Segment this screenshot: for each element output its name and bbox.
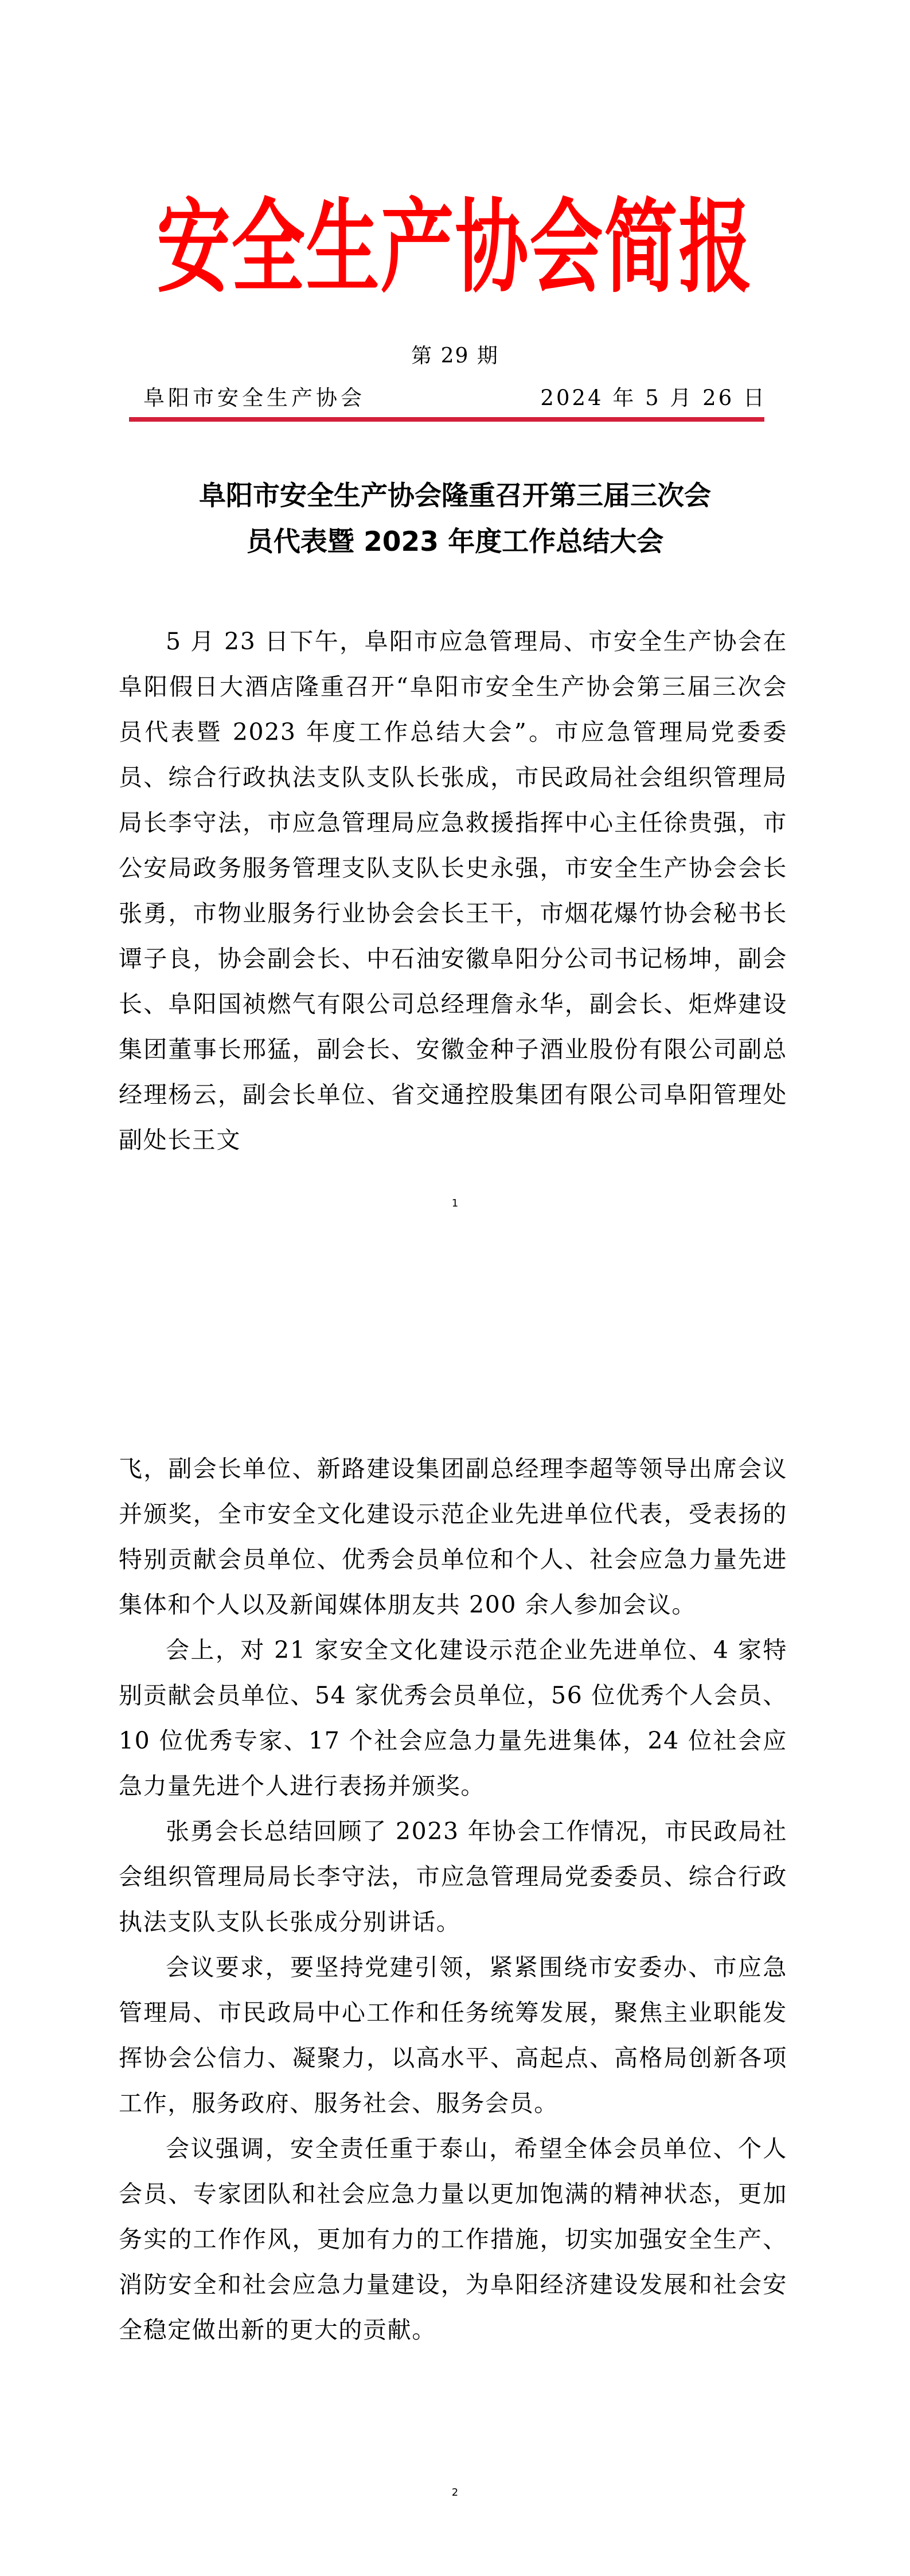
masthead-info-row bbox=[143, 383, 767, 413]
paragraph-awards: 会上，对 21 家安全文化建设示范企业先进单位、4 家特别贡献会员单位、54 家优秀会员单位，56 位优秀个人会员、10 位优秀专家、17 个社会应急力量先进集体，24 位社会应急力量先进个人进行表扬并颁奖。 bbox=[119, 1636, 787, 1800]
masthead-divider bbox=[129, 417, 764, 422]
paragraph-emphasis: 会议强调，安全责任重于泰山，希望全体会员单位、个人会员、专家团队和社会应急力量以更加饱满的精神状态，更加务实的工作作风，更加有力的工作措施，切实加强安全生产、消防安全和社会应急力量建设，为阜阳经济建设发展和社会安全稳定做出新的更大的贡献。 bbox=[119, 2135, 787, 2344]
page-number-2: 2 bbox=[451, 2486, 459, 2499]
paragraph-attendees-part-2: 飞，副会长单位、新路建设集团副总经理李超等领导出席会议并颁奖，全市安全文化建设示范企业先进单位代表，受表扬的特别贡献会员单位、优秀会员单位和个人、社会应急力量先进集体和个人以及新闻媒体朋友共 200 余人参加会议。 bbox=[119, 1455, 787, 1618]
paragraph-attendees-part-1: 5 月 23 日下午，阜阳市应急管理局、市安全生产协会在阜阳假日大酒店隆重召开“阜阳市安全生产协会第三届三次会员代表暨 2023 年度工作总结大会”。市应急管理局党委委员、综合行政执法支队支队长张成，市民政局社会组织管理局局长李守法，市应急管理局应急救援指挥中心主任徐贵强，市公安局政务服务管理支队支队长史永强，市安全生产协会会长张勇，市物业服务行业协会会长王干，市烟花爆竹协会秘书长谭子良，协会副会长、中石油安徽阜阳分公司书记杨坤，副会长、阜阳国祯燃气有限公司总经理詹永华，副会长、炬烨建设集团董事长邢猛，副会长、安徽金种子酒业股份有限公司副总经理杨云，副会长单位、省交通控股集团有限公司阜阳管理处副处长王文 bbox=[119, 628, 787, 1154]
headline-line-2: 员代表暨 2023 年度工作总结大会 bbox=[246, 526, 664, 558]
paragraph-requirements: 会议要求，要坚持党建引领，紧紧围绕市安委办、市应急管理局、市民政局中心工作和任务统筹发展，聚焦主业职能发挥协会公信力、凝聚力，以高水平、高起点、高格局创新各项工作，服务政府、服务社会、服务会员。 bbox=[119, 1954, 787, 2117]
article-body-page-1 bbox=[119, 619, 787, 1163]
issue-date: 2024 年 5 月 26 日 bbox=[540, 386, 767, 410]
article-body-page-2 bbox=[119, 1446, 787, 2353]
article-headline bbox=[119, 473, 791, 565]
paragraph-speeches: 张勇会长总结回顾了 2023 年协会工作情况，市民政局社会组织管理局局长李守法，市应急管理局党委委员、综合行政执法支队支队长张成分别讲话。 bbox=[119, 1818, 787, 1936]
organization-name: 阜阳市安全生产协会 bbox=[143, 386, 365, 410]
bulletin-masthead-title: 安全生产协会简报 bbox=[157, 189, 753, 308]
issue-number: 第 29 期 bbox=[411, 344, 499, 368]
page-number-1: 1 bbox=[451, 1197, 459, 1209]
headline-line-1: 阜阳市安全生产协会隆重召开第三届三次会 bbox=[199, 480, 711, 512]
